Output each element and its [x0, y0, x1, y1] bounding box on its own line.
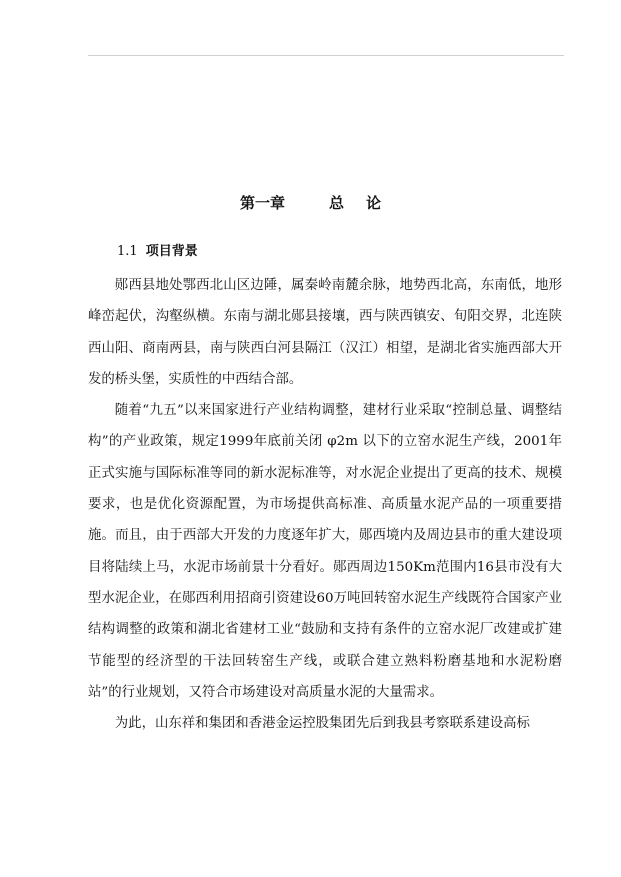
section-heading: [117, 240, 198, 259]
paragraph-industry-policy: 随着“九五”以来国家进行产业结构调整，建材行业采取“控制总量、调整结构”的产业政策，规定1999年底前关闭 φ2m 以下的立窑水泥生产线，2001年正式实施与国际标准等同的新水泥标准等，对水泥企业提出了更高的技术、规模要求，也是优化资源配置，为市场提供高标准、高质量水泥产品的一项重要措施。而且，由于西部大开发的力度逐年扩大，郧西境内及周边县市的重大建设项目将陆续上马，水泥市场前景十分看好。郧西周边150Km范围内16县市没有大型水泥企业，在郧西利用招商引资建设60万吨回转窑水泥生产线既符合国家产业结构调整的政策和湖北省建材工业“鼓励和支持有条件的立窑水泥厂改建或扩建节能型的经济型的干法回转窑生产线，或联合建立熟料粉磨基地和水泥粉磨站”的行业规划，又符合市场建设对高质量水泥的大量需求。: [88, 403, 562, 700]
section-title: 项目背景: [145, 244, 198, 259]
chapter-title-part2: 论: [366, 194, 382, 212]
paragraph-location: 郧西县地处鄂西北山区边陲，属秦岭南麓余脉，地势西北高，东南低，地形峰峦起伏，沟壑纵横。东南与湖北郧县接壤，西与陕西镇安、旬阳交界，北连陕西山阳、商南两县，南与陕西白河县隔江（汉江）相望，是湖北省实施西部大开发的桥头堡，实质性的中西结合部。: [88, 278, 562, 387]
paragraph-investors: 为此，山东祥和集团和香港金运控股集团先后到我县考察联系建设高标: [114, 716, 530, 732]
chapter-title-part1: 总: [328, 194, 344, 212]
header-rule: [88, 55, 564, 56]
section-number: 1.1: [117, 244, 138, 259]
chapter-title: [0, 192, 621, 213]
body-text: [88, 270, 562, 739]
chapter-number: 第一章: [239, 194, 285, 212]
